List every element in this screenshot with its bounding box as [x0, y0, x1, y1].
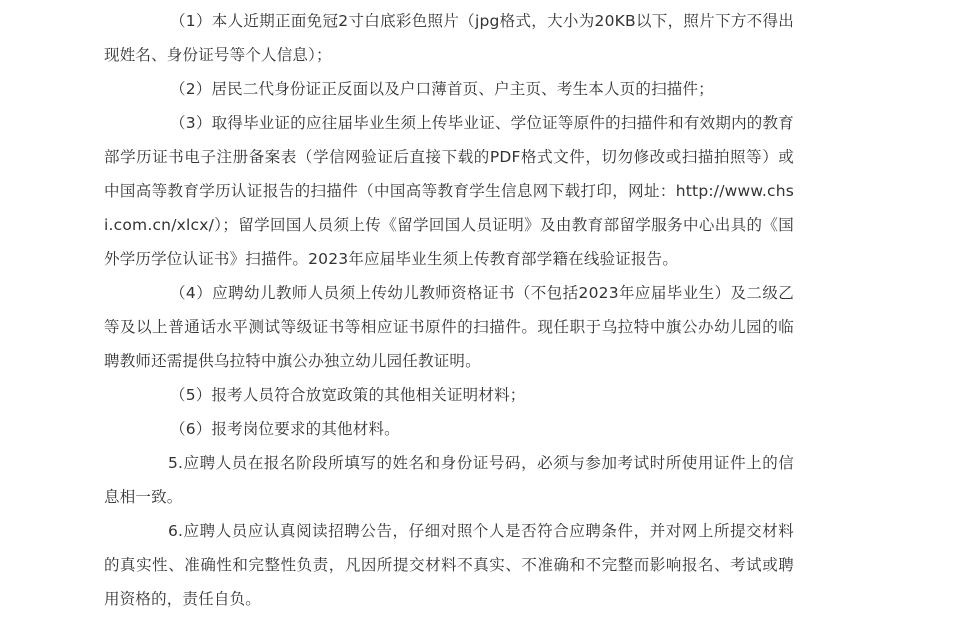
document-body — [104, 4, 794, 616]
paragraph-identity-consistency: 5.应聘人员在报名阶段所填写的姓名和身份证号码，必须与参加考试时所使用证件上的信息相一致。 — [104, 454, 794, 506]
list-item-policy-materials: （5）报考人员符合放宽政策的其他相关证明材料； — [170, 386, 526, 404]
list-item-teacher-certificate-requirement: （4）应聘幼儿教师人员须上传幼儿教师资格证书（不包括2023年应届毕业生）及二级乙等及以上普通话水平测试等级证书等相应证书原件的扫描件。现任职于乌拉特中旗公办幼儿园的临聘教师还需提供乌拉特中旗公办独立幼儿园任教证明。 — [104, 284, 794, 370]
list-item-id-card-requirement: （2）居民二代身份证正反面以及户口薄首页、户主页、考生本人页的扫描件； — [170, 80, 714, 98]
list-item-diploma-requirement: （3）取得毕业证的应往届毕业生须上传毕业证、学位证等原件的扫描件和有效期内的教育部学历证书电子注册备案表（学信网验证后直接下载的PDF格式文件，切勿修改或扫描拍照等）或中国高等教育学历认证报告的扫描件（中国高等教育学生信息网下载打印，网址：http://www.chsi.com.cn/xlcx/）；留学回国人员须上传《留学回国人员证明》及由教育部留学服务中心出具的《国外学历学位认证书》扫描件。2023年应届毕业生须上传教育部学籍在线验证报告。 — [104, 114, 794, 268]
list-item-photo-requirement: （1）本人近期正面免冠2寸白底彩色照片（jpg格式，大小为20KB以下，照片下方不得出现姓名、身份证号等个人信息）； — [104, 12, 794, 64]
paragraph-applicant-responsibility: 6.应聘人员应认真阅读招聘公告，仔细对照个人是否符合应聘条件，并对网上所提交材料的真实性、准确性和完整性负责，凡因所提交材料不真实、不准确和不完整而影响报名、考试或聘用资格的，责任自负。 — [104, 522, 794, 608]
list-item-other-materials: （6）报考岗位要求的其他材料。 — [170, 420, 400, 438]
